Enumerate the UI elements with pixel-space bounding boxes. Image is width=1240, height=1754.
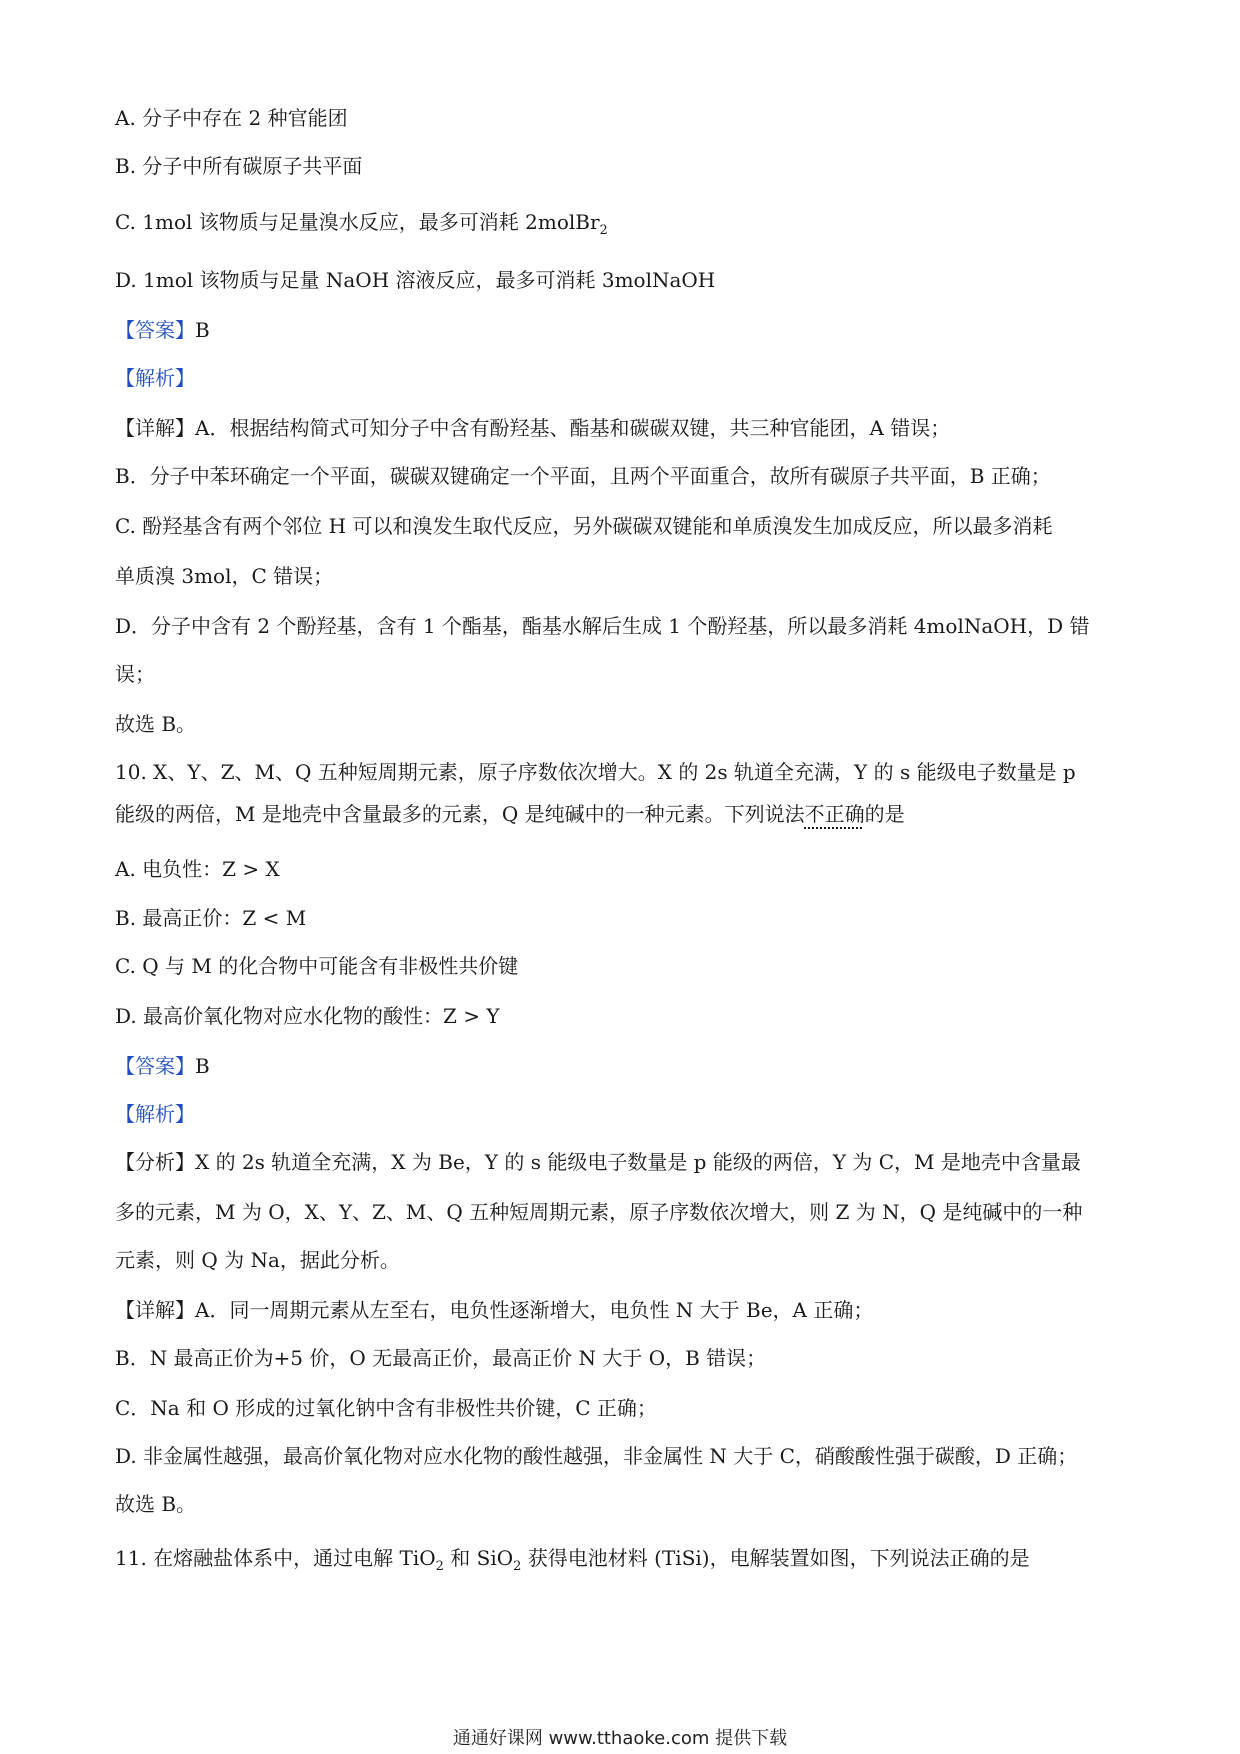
q10-analysis-line: 【分析】X 的 2s 轨道全充满，X 为 Be，Y 的 s 能级电子数量是 p 能级的两倍，Y 为 C，M 是地壳中含量最: [115, 1150, 1081, 1174]
q10-conclusion: 故选 B。: [115, 1492, 197, 1516]
q9-detail-line: 单质溴 3mol，C 错误；: [115, 564, 334, 588]
page-footer: 通通好课网 www.tthaoke.com 提供下载: [452, 1728, 788, 1749]
q9-analysis-tag: 【解析】: [115, 366, 195, 390]
q9-option-c-text: C. 1mol 该物质与足量溴水反应，最多可消耗 2molBr: [115, 210, 600, 234]
q10-option-a: A. 电负性：Z > X: [115, 857, 280, 881]
q9-option-c-subscript: 2: [599, 223, 608, 238]
q10-detail-line: D. 非金属性越强，最高价氧化物对应水化物的酸性越强，非金属性 N 大于 C，硝酸酸性强于碳酸，D 正确；: [115, 1444, 1078, 1468]
q10-option-d: D. 最高价氧化物对应水化物的酸性：Z > Y: [115, 1004, 500, 1028]
q9-conclusion: 故选 B。: [115, 712, 197, 736]
answer-value: B: [195, 1054, 210, 1078]
q9-option-c: [115, 208, 608, 245]
q10-detail-line: B．N 最高正价为+5 价，O 无最高正价，最高正价 N 大于 O，B 错误；: [115, 1346, 767, 1370]
q11-stem-text: 11. 在熔融盐体系中，通过电解 TiO: [115, 1546, 436, 1570]
q10-detail-line: 【详解】A．同一周期元素从左至右，电负性逐渐增大，电负性 N 大于 Be，A 正确；: [115, 1298, 874, 1322]
q10-stem-text: 能级的两倍，M 是地壳中含量最多的元素，Q 是纯碱中的一种元素。下列说法: [115, 802, 805, 826]
q10-analysis-line: 元素，则 Q 为 Na，据此分析。: [115, 1248, 400, 1272]
q9-detail-line: D．分子中含有 2 个酚羟基，含有 1 个酯基，酯基水解后生成 1 个酚羟基，所以最多消耗 4molNaOH，D 错: [115, 614, 1090, 638]
q9-answer: [115, 316, 210, 344]
q11-stem: [115, 1544, 1030, 1581]
q9-option-b: B. 分子中所有碳原子共平面: [115, 154, 363, 178]
q10-stem-line: 10. X、Y、Z、M、Q 五种短周期元素，原子序数依次增大。X 的 2s 轨道全充满，Y 的 s 能级电子数量是 p: [115, 760, 1076, 784]
answer-tag: 【答案】: [115, 1054, 195, 1078]
q11-subscript: 2: [513, 1559, 522, 1574]
q10-stem-text: 的是: [864, 802, 905, 826]
q9-detail-line: 误；: [115, 662, 155, 686]
q9-detail-line: 【详解】A．根据结构简式可知分子中含有酚羟基、酯基和碳碳双键，共三种官能团，A 错误；: [115, 416, 951, 440]
q10-option-c: C. Q 与 M 的化合物中可能含有非极性共价键: [115, 954, 519, 978]
q9-option-a: A. 分子中存在 2 种官能团: [115, 106, 348, 130]
q10-option-b: B. 最高正价：Z < M: [115, 906, 307, 930]
q9-option-d: D. 1mol 该物质与足量 NaOH 溶液反应，最多可消耗 3molNaOH: [115, 268, 716, 292]
q11-stem-text: 获得电池材料 (TiSi)，电解装置如图，下列说法正确的是: [521, 1546, 1030, 1570]
q10-detail-line: C．Na 和 O 形成的过氧化钠中含有非极性共价键，C 正确；: [115, 1396, 657, 1420]
q9-detail-line: B．分子中苯环确定一个平面，碳碳双键确定一个平面，且两个平面重合，故所有碳原子共平面，B 正确；: [115, 464, 1051, 488]
answer-tag: 【答案】: [115, 318, 195, 342]
q11-subscript: 2: [435, 1559, 444, 1574]
q10-analysis-tag: 【解析】: [115, 1102, 195, 1126]
q11-stem-text: 和 SiO: [443, 1546, 514, 1570]
answer-value: B: [195, 318, 210, 342]
q10-analysis-line: 多的元素，M 为 O，X、Y、Z、M、Q 五种短周期元素，原子序数依次增大，则 Z 为 N，Q 是纯碱中的一种: [115, 1200, 1083, 1224]
q10-stem-line: [115, 800, 905, 828]
q10-answer: [115, 1052, 210, 1080]
q10-stem-emphasis: 不正确: [804, 802, 865, 826]
q9-detail-line: C. 酚羟基含有两个邻位 H 可以和溴发生取代反应，另外碳碳双键能和单质溴发生加成反应，所以最多消耗: [115, 514, 1053, 538]
